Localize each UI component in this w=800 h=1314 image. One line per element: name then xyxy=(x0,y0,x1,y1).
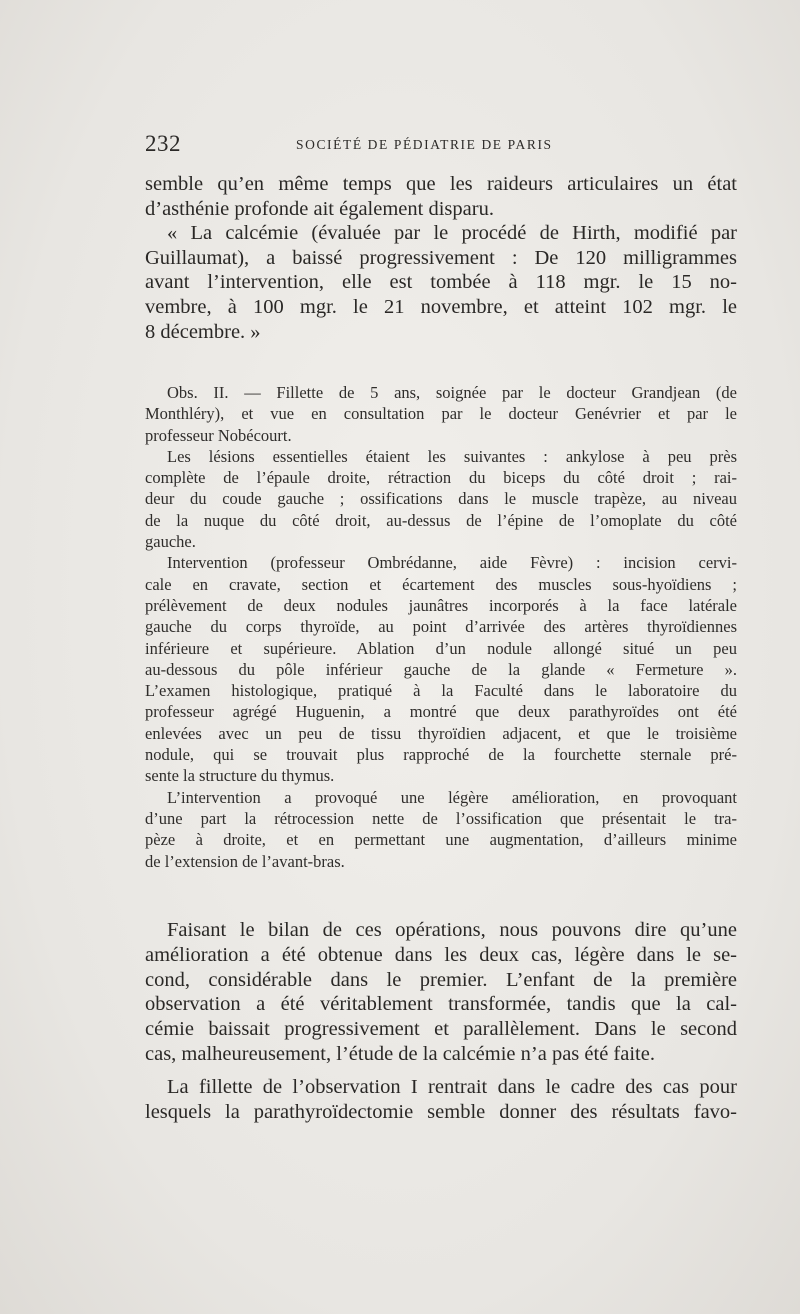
text-line: enlevées avec un peu de tissu thyroïdien adjacent, et que le troisième xyxy=(145,723,737,743)
text-line: Obs. II. — Fillette de 5 ans, soignée par le docteur Grandjean (de xyxy=(167,383,737,402)
text-line: Les lésions essentielles étaient les suivantes : ankylose à peu près xyxy=(167,446,737,466)
text-line: de l’extension de l’avant-bras. xyxy=(145,851,345,871)
running-head: SOCIÉTÉ DE PÉDIATRIE DE PARIS xyxy=(296,137,553,152)
text-line: prélèvement de deux nodules jaunâtres incorporés à la face latérale xyxy=(145,595,737,615)
text-line: Guillaumat), a baissé progressivement : De 120 milligrammes xyxy=(145,246,737,269)
text-line: cond, considérable dans le premier. L’enfant de la première xyxy=(145,968,737,991)
text-line: La fillette de l’observation I rentrait dans le cadre des cas pour xyxy=(167,1075,737,1098)
text-line: pèze à droite, et en permettant une augmentation, d’ailleurs minime xyxy=(145,830,737,850)
text-line: observation a été véritablement transformée, tandis que la cal- xyxy=(145,993,737,1016)
text-line: nodule, qui se trouvait plus rapproché de la fourchette sternale pré- xyxy=(145,745,737,765)
text-line: professeur agrégé Huguenin, a montré que deux parathyroïdes ont été xyxy=(145,702,737,722)
text-line: au-dessous du pôle inférieur gauche de la glande « Fermeture ». xyxy=(145,659,737,679)
text-line: inférieure et supérieure. Ablation d’un nodule allongé situé un peu xyxy=(145,638,737,658)
text-line: Intervention (professeur Ombrédanne, aide Fèvre) : incision cervi- xyxy=(167,553,737,573)
text-line: L’examen histologique, pratiqué à la Faculté dans le laboratoire du xyxy=(145,681,737,701)
conclusion-paragraphs xyxy=(145,918,737,1124)
text-line: L’intervention a provoqué une légère amélioration, en provoquant xyxy=(167,787,737,807)
text-line: gauche du corps thyroïde, au point d’arrivée des artères thyroïdiennes xyxy=(145,617,737,637)
text-line: semble qu’en même temps que les raideurs articulaires un état xyxy=(145,173,737,195)
observation-block xyxy=(145,382,737,872)
text-line: deur du coude gauche ; ossifications dans le muscle trapèze, au niveau xyxy=(145,489,737,509)
page-number: 232 xyxy=(145,131,181,156)
text-line: 8 décembre. » xyxy=(145,320,261,343)
text-line: sente la structure du thymus. xyxy=(145,766,335,786)
text-line: d’une part la rétrocession nette de l’ossification que présentait le tra- xyxy=(145,808,737,828)
page-header xyxy=(145,131,745,159)
text-line: complète de l’épaule droite, rétraction du biceps du côté droit ; rai- xyxy=(145,468,737,488)
text-line: Monthléry), et vue en consultation par le docteur Genévrier et par le xyxy=(145,404,737,424)
text-line: cas, malheureusement, l’étude de la calcémie n’a pas été faite. xyxy=(145,1042,655,1065)
text-line: avant l’intervention, elle est tombée à 118 mgr. le 15 no- xyxy=(145,271,737,294)
text-line: cémie baissait progressivement et parallèlement. Dans le second xyxy=(145,1018,737,1041)
text-line: amélioration a été obtenue dans les deux cas, légère dans le se- xyxy=(145,943,737,966)
quote-paragraphs xyxy=(145,172,737,344)
text-line: de la nuque du côté droit, au-dessus de l’épine de l’omoplate du côté xyxy=(145,510,737,530)
text-line: d’asthénie profonde ait également disparu. xyxy=(145,197,494,220)
text-line: vembre, à 100 mgr. le 21 novembre, et atteint 102 mgr. le xyxy=(145,295,737,318)
text-line: Faisant le bilan de ces opérations, nous pouvons dire qu’une xyxy=(167,919,737,941)
text-line: professeur Nobécourt. xyxy=(145,425,292,445)
text-line: « La calcémie (évaluée par le procédé de Hirth, modifié par xyxy=(167,222,737,245)
text-line: lesquels la parathyroïdectomie semble donner des résultats favo- xyxy=(145,1100,737,1123)
text-line: gauche. xyxy=(145,532,196,552)
paragraph-gap xyxy=(145,1067,737,1075)
text-line: cale en cravate, section et écartement des muscles sous-hyoïdiens ; xyxy=(145,574,737,594)
